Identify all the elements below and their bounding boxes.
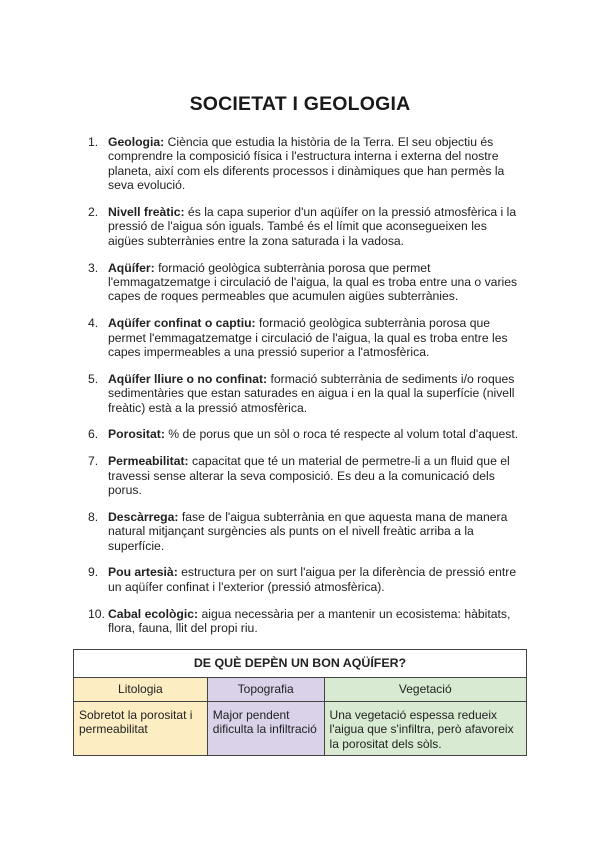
list-item [88,454,520,497]
item-number: 4. [88,316,99,331]
list-item [88,316,520,359]
item-number: 2. [88,205,99,220]
item-text: capacitat que té un material de permetre-li a un fluid que el travessi sense alterar la seva composició. Es deu a la comunicació dels porus. [108,454,510,498]
table-heading: DE QUÈ DEPÈN UN BON AQÜÍFER? [74,650,527,678]
list-item [88,565,520,594]
item-number: 8. [88,509,99,524]
column-header-vegetacio: Vegetació [324,678,526,702]
item-number: 3. [88,260,99,275]
item-number: 5. [88,371,99,386]
item-text: aigua necessària per a mantenir un ecosistema: hàbitats, flora, fauna, llit del propi riu. [108,606,511,636]
table-cell-topografia: Major pendent dificulta la infiltració [207,702,324,756]
item-term: Geologia: [108,135,165,149]
aquifer-table [73,649,527,756]
list-item [88,372,520,415]
item-term: Porositat: [108,427,165,442]
item-term: Aqüífer confinat o captiu: [108,316,256,331]
item-term: Aqüífer: [108,260,155,275]
item-text: fase de l'aigua subterrània en que aquesta mana de manera natural mitjançant surgències als punts on el nivell freàtic arriba a la superfície. [108,509,508,553]
definitions-list [88,135,520,648]
list-item [88,510,520,553]
item-text: formació geològica subterrània porosa que permet l'emmagatzematge i circulació de l'aigua, la qual es troba entre una o varies capes de roques permeables que acumulen aigües subterrànies. [108,260,518,304]
item-term: Nivell freàtic: [108,205,185,220]
item-number: 7. [88,454,99,469]
list-item [88,135,520,193]
page-title: SOCIETAT I GEOLOGIA [189,93,411,115]
item-text: formació subterrània de sediments i/o roques sedimentàries que estan saturades en aigua i en la qual la superfície (nivell freàtic) està a la pressió atmosfèrica. [108,371,515,415]
list-item [88,261,520,304]
list-item [88,427,520,441]
item-term: Permeabilitat: [108,454,189,469]
column-header-litologia: Litologia [74,678,208,702]
table-cell-vegetacio: Una vegetació espessa redueix l'aigua que s'infiltra, però afavoreix la porositat dels sòls. [324,702,526,756]
item-number: 6. [88,427,99,442]
item-text: formació geològica subterrània porosa que permet l'emmagatzematge i circulació de l'aigua, la qual es troba entre les capes impermeables a una pressió superior a l'atmosfèrica. [108,316,508,360]
item-text: és la capa superior d'un aqüífer on la pressió atmosfèrica i la pressió de l'aigua són iguals. També és el límit que aconsegueixen les aigües subterrànies entre la zona saturada i la vadosa. [108,205,517,248]
item-text: estructura per on surt l'aigua per la diferència de pressió entre un aqüífer confinat i l'exterior (pressió atmosfèrica). [108,565,517,594]
item-term: Pou artesià: [108,565,178,580]
item-number: 10. [88,606,105,621]
item-text: Ciència que estudia la història de la Terra. El seu objectiu és comprendre la composició física i l'estructura interna i externa del nostre planeta, així com els diferents processos i dinàmiques que han permès la seva evolució. [108,135,505,193]
table-cell-litologia: Sobretot la porositat i permeabilitat [74,702,208,756]
item-term: Descàrrega: [108,509,179,524]
column-header-topografia: Topografia [207,678,324,702]
item-number: 9. [88,565,99,580]
item-number: 1. [88,135,99,149]
item-term: Aqüífer lliure o no confinat: [108,371,268,386]
item-term: Cabal ecològic: [108,606,199,621]
list-item [88,205,520,248]
item-text: % de porus que un sòl o roca té respecte al volum total d'aquest. [164,427,519,442]
list-item [88,607,520,636]
